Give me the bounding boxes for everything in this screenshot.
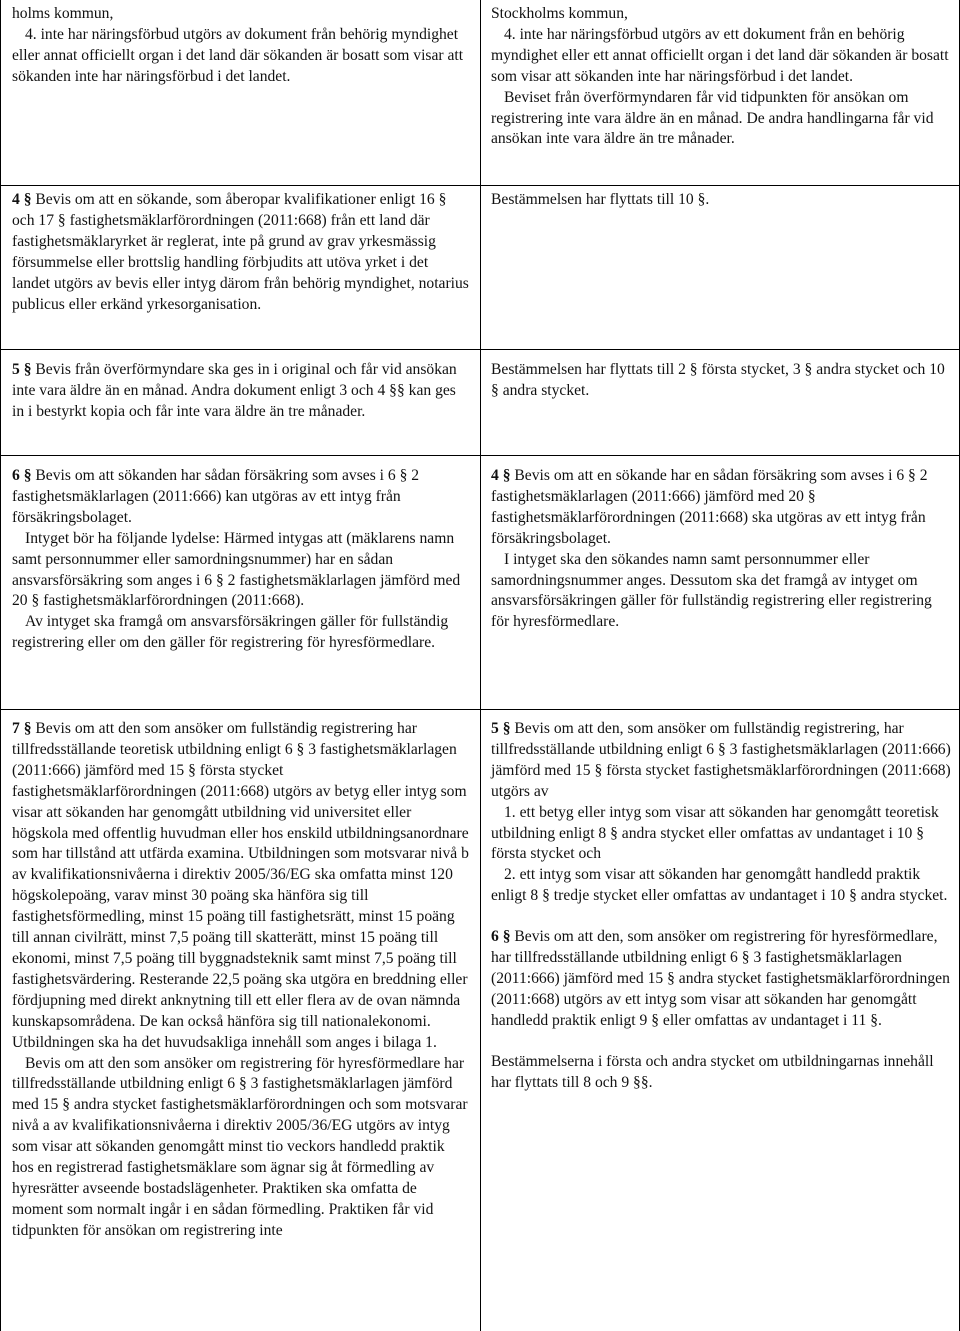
- cell-text: [12, 466, 470, 654]
- paragraph: [12, 719, 470, 1054]
- section-number: 6 §: [12, 467, 32, 484]
- paragraph: [12, 190, 470, 315]
- paragraph: [491, 550, 951, 634]
- paragraph-text: I intyget ska den sökandes namn samt personnummer eller samordningsnummer anges. Dessutom ska det framgå av intyget om ansvarsförsäkringen gäller för fullständig registrering eller registrering för hyresförmedlare.: [491, 550, 932, 631]
- paragraph: [491, 190, 951, 211]
- paragraph: [491, 88, 951, 151]
- table-row: [1, 456, 960, 710]
- current-text-cell: [1, 0, 480, 185]
- paragraph: [491, 803, 951, 866]
- proposed-text-cell: [481, 350, 959, 455]
- cell-text: [491, 360, 951, 402]
- paragraph: [491, 25, 951, 88]
- paragraph-text: Beviset från överförmyndaren får vid tidpunkten för ansökan om registrering inte vara äldre än en månad. De andra handlingarna får vid ansökan inte vara äldre än tre månader.: [491, 88, 934, 148]
- section-number: 4 §: [12, 191, 32, 208]
- paragraph-text: Stockholms kommun,: [491, 5, 628, 22]
- proposed-text-cell: [481, 186, 959, 349]
- paragraph-text: Bevis om att en sökande har en sådan försäkring som avses i 6 § 2 fastighetsmäklarlagen (2011:666) jämförd med 20 § fastighetsmäklarförordningen (2011:668) ska utgöras av ett intyg från försäkringsbolaget.: [491, 467, 928, 547]
- paragraph-text: Bevis om att den som ansöker om registrering för hyresförmedlare har tillfredsställande utbildning enligt 6 § 3 fastighetsmäklarlagen jämförd med 15 § andra stycket fastighetsmäklarförordningen och som motsvarar nivå a av kvalifikationsnivåerna i direktiv 2005/36/EG utgörs av intyg som visar att sökanden genomgått minst tio veckors handledd praktik hos en registrerad fastighetsmäklare som ägnar sig åt förmedling av hyresrätter avseende bostadslägenheter. Praktiken ska omfatta de moment som normalt ingår i en sådan förmedling. Praktiken får vid tidpunkten för ansökan om registrering inte: [12, 1054, 468, 1239]
- paragraph-text: Bevis om att den, som ansöker om registrering för hyresförmedlare, har tillfredsställande utbildning enligt 6 § 3 fastighetsmäklarlagen (2011:666) jämförd med 15 § andra stycket fastighetsmäklarförordningen (2011:668) utgörs av ett intyg som visar att sökanden har genomgått handledd praktik enligt 9 § eller omfattas av undantaget i 11 §.: [491, 928, 950, 1029]
- paragraph: [12, 1054, 470, 1242]
- cell-text: [491, 190, 951, 211]
- proposed-text-cell: [481, 710, 959, 1331]
- current-text-cell: [1, 186, 480, 349]
- cell-text: [12, 4, 470, 88]
- paragraph: [491, 719, 951, 803]
- table-row: [1, 0, 960, 186]
- paragraph-text: Bevis från överförmyndare ska ges in i original och får vid ansökan inte vara äldre än en månad. Andra dokument enligt 3 och 4 §§ kan ges in i bestyrkt kopia och får inte vara äldre än tre månader.: [12, 361, 457, 420]
- current-text-cell: [1, 456, 480, 709]
- cell-text: [491, 719, 951, 1094]
- paragraph-text: Av intyget ska framgå om ansvarsförsäkringen gäller för fullständig registrering eller om den gäller för registrering för hyresförmedlare.: [12, 613, 449, 652]
- paragraph-text: 1. ett betyg eller intyg som visar att sökanden har genomgått teoretisk utbildning enligt 8 § andra stycket eller omfattas av undantaget i 10 § första stycket och: [491, 803, 939, 863]
- section-number: 4 §: [491, 467, 511, 484]
- section-number: 5 §: [12, 361, 32, 378]
- paragraph: [12, 360, 470, 423]
- section-number: 5 §: [491, 720, 511, 737]
- paragraph: [12, 25, 470, 88]
- paragraph: [491, 927, 951, 1032]
- section-number: 6 §: [491, 928, 511, 946]
- paragraph-text: Bevis om att en sökande, som åberopar kvalifikationer enligt 16 § och 17 § fastighetsmäklarförordningen (2011:668) från ett land där fastighetsmäklaryrket är reglerat, inte på grund av grav yrkesmässig försummelse eller brottslig handling förbjudits att utöva yrket i det landet utgörs av bevis eller intyg därom från behörig myndighet, notarius publicus eller erkänd yrkesorganisation.: [12, 191, 469, 313]
- paragraph-text: Bevis om att den som ansöker om fullständig registrering har tillfredsställande teoretisk utbildning enligt 6 § 3 fastighetsmäklarlagen (2011:666) jämförd med 15 § första stycket fastighetsmäklarförordningen (2011:668) utgörs av betyg eller intyg som visar att sökanden har genomgått utbildning vid universitet eller högskola med offentlig huvudman eller hos enskild utbildningsanordnare som har tillstånd att utfärda examina. Utbildningen som motsvarar nivå b av kvalifikationsnivåerna i direktiv 2005/36/EG ska omfatta minst 120 högskolepoäng, varav minst 30 poäng ska hänföra sig till fastighetsförmedling, minst 15 poäng till fastighetsrätt, minst 15 poäng till annan civilrätt, minst 7,5 poäng till skatterätt, minst 15 poäng till ekonomi, minst 7,5 poäng till byggnadsteknik samt minst 7,5 poäng till fastighetsvärdering. Resterande 22,5 poäng ska utgöra en breddning eller fördjupning med direkt anknytning till ett eller flera av de ovan nämnda kunskapsområdena. De kan också hänföra sig till nationalekonomi. Utbildningen ska ha det huvudsakliga innehåll som anges i bilaga 1.: [12, 720, 469, 1051]
- section-number: 7 §: [12, 720, 32, 737]
- table-row: [1, 710, 960, 1331]
- paragraph-text: Bevis om att sökanden har sådan försäkring som avses i 6 § 2 fastighetsmäklarlagen (2011:666) kan utgöras av ett intyg från försäkringsbolaget.: [12, 467, 420, 526]
- paragraph-text: Bestämmelserna i första och andra stycket om utbildningarnas innehåll har flyttats till 8 och 9 §§.: [491, 1052, 934, 1091]
- paragraph-gap: [491, 1032, 951, 1052]
- proposed-text-cell: [481, 456, 959, 709]
- cell-text: [12, 719, 470, 1242]
- paragraph-text: 2. ett intyg som visar att sökanden har genomgått handledd praktik enligt 8 § tredje stycket eller omfattas av undantaget i 10 § andra stycket.: [491, 866, 948, 905]
- paragraph-gap: [491, 907, 951, 927]
- paragraph: [12, 4, 470, 25]
- paragraph: [491, 4, 951, 25]
- paragraph-text: holms kommun,: [12, 5, 114, 22]
- paragraph: [12, 612, 470, 654]
- paragraph-text: 4. inte har näringsförbud utgörs av ett dokument från en behörig myndighet eller ett annat officiellt organ i det land där sökanden är bosatt som visar att sökanden inte har näringsförbud i det landet.: [491, 25, 949, 85]
- current-text-cell: [1, 350, 480, 455]
- paragraph: [491, 360, 951, 402]
- paragraph-text: Bestämmelsen har flyttats till 2 § första stycket, 3 § andra stycket och 10 § andra stycket.: [491, 361, 945, 399]
- paragraph: [491, 1052, 951, 1094]
- paragraph: [12, 466, 470, 529]
- paragraph-text: Intyget bör ha följande lydelse: Härmed intygas att (mäklarens namn samt personnummer eller samordningsnummer) har en sådan ansvarsförsäkring som anges i 6 § 2 fastighetsmäklarlagen jämförd med 20 § fastighetsmäklarförordningen (2011:668).: [12, 529, 461, 610]
- current-text-cell: [1, 710, 480, 1331]
- paragraph: [491, 466, 951, 550]
- cell-text: [12, 360, 470, 423]
- proposed-text-cell: [481, 0, 959, 185]
- table-row: [1, 350, 960, 456]
- paragraph-text: 4. inte har näringsförbud utgörs av dokument från behörig myndighet eller annat officiellt organ i det land där sökanden är bosatt som visar att sökanden inte har näringsförbud i det landet.: [12, 25, 464, 85]
- cell-text: [12, 190, 470, 315]
- table-row: [1, 186, 960, 350]
- paragraph-text: Bestämmelsen har flyttats till 10 §.: [491, 191, 710, 208]
- cell-text: [491, 466, 951, 633]
- paragraph-text: Bevis om att den, som ansöker om fullständig registrering, har tillfredsställande utbildning enligt 6 § 3 fastighetsmäklarlagen (2011:666) jämförd med 15 § första stycket fastighetsmäklarförordningen (2011:668) utgörs av: [491, 720, 951, 800]
- paragraph: [12, 529, 470, 613]
- cell-text: [491, 4, 951, 150]
- paragraph: [491, 865, 951, 907]
